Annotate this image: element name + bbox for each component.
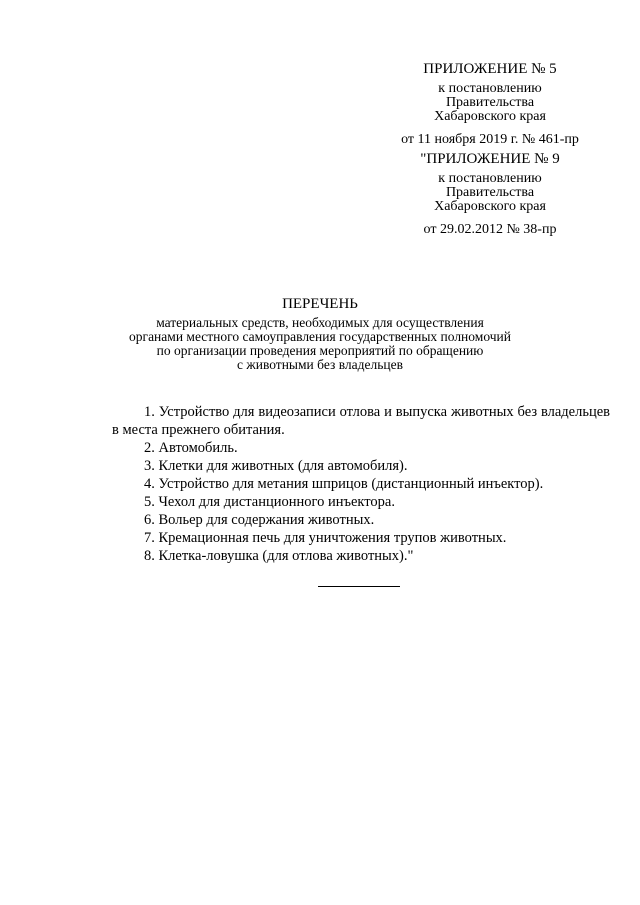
list-item: 1. Устройство для видеозаписи отлова и выпуска животных без владельцев в места прежнего обитания. bbox=[112, 404, 610, 438]
list-item: 2. Автомобиль. bbox=[144, 440, 238, 456]
materials-list bbox=[112, 403, 610, 565]
list-item: 3. Клетки для животных (для автомобиля). bbox=[144, 458, 408, 474]
appendix-5-line: Правительства bbox=[445, 95, 535, 110]
document-title: ПЕРЕЧЕНЬ bbox=[282, 296, 358, 312]
appendix-5-line: Хабаровского края bbox=[434, 109, 546, 124]
subtitle-line: по организации проведения мероприятий по обращению bbox=[156, 343, 484, 358]
appendix-9-heading: "ПРИЛОЖЕНИЕ № 9 bbox=[420, 151, 560, 167]
appendix-9-line: Хабаровского края bbox=[434, 199, 546, 214]
end-divider bbox=[318, 586, 400, 587]
appendix-5-block bbox=[370, 60, 610, 147]
subtitle-line: с животными без владельцев bbox=[237, 357, 403, 372]
appendix-9-line: к постановлению bbox=[438, 171, 542, 186]
document-subtitle bbox=[100, 316, 540, 372]
list-item: 6. Вольер для содержания животных. bbox=[144, 512, 375, 528]
appendix-5-date: от 11 ноября 2019 г. № 461-пр bbox=[401, 132, 579, 147]
appendix-9-date: от 29.02.2012 № 38-пр bbox=[423, 222, 557, 237]
appendix-5-line: к постановлению bbox=[438, 81, 542, 96]
subtitle-line: органами местного самоуправления государственных полномочий bbox=[129, 329, 511, 344]
list-item: 4. Устройство для метания шприцов (дистанционный инъектор). bbox=[144, 476, 544, 492]
appendix-5-heading: ПРИЛОЖЕНИЕ № 5 bbox=[423, 61, 557, 77]
appendix-9-line: Правительства bbox=[445, 185, 535, 200]
list-item: 5. Чехол для дистанционного инъектора. bbox=[144, 494, 395, 510]
appendix-9-block bbox=[395, 150, 585, 237]
list-item: 7. Кремационная печь для уничтожения трупов животных. bbox=[144, 530, 507, 546]
list-item: 8. Клетка-ловушка (для отлова животных)." bbox=[144, 548, 414, 564]
subtitle-line: материальных средств, необходимых для осуществления bbox=[156, 315, 484, 330]
